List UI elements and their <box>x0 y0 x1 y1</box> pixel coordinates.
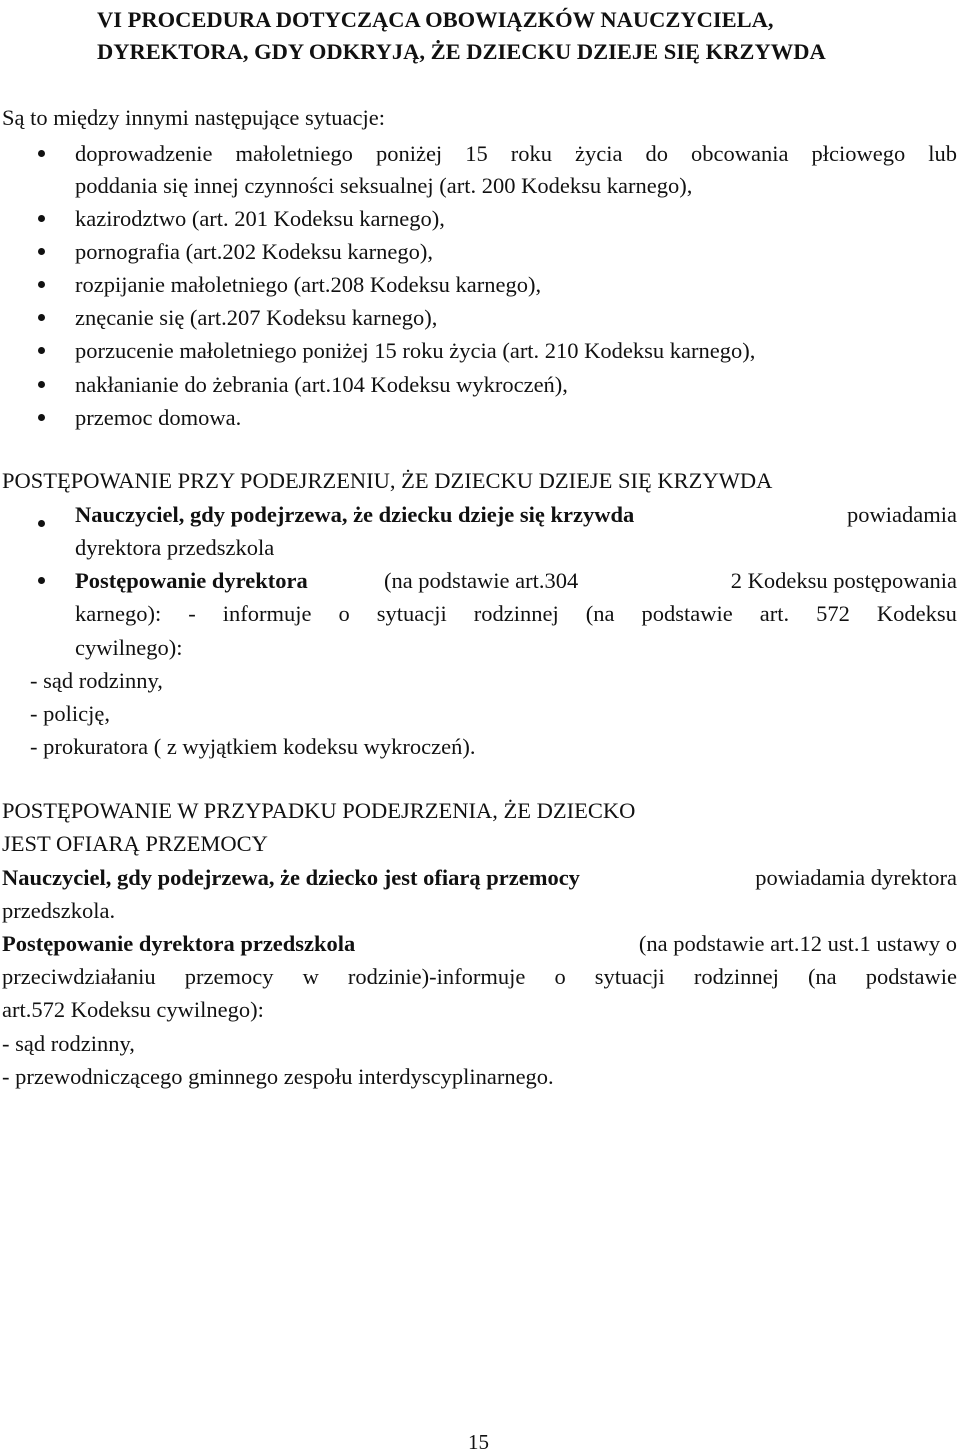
list-item: nakłanianie do żebrania (art.104 Kodeksu wykroczeń), <box>75 372 568 397</box>
word: 15 <box>465 141 488 166</box>
dash-item: - sąd rodzinny, <box>30 668 163 693</box>
paragraph-continuation: przedszkola. <box>2 898 116 923</box>
word: lub <box>928 141 957 166</box>
list-item-continuation: dyrektora przedszkola <box>75 535 275 560</box>
word: karnego): <box>75 601 162 626</box>
word: o <box>338 601 350 626</box>
section-heading: POSTĘPOWANIE PRZY PODEJRZENIU, ŻE DZIECKU DZIEJE SIĘ KRZYWDA <box>2 468 773 493</box>
word: roku <box>510 141 552 166</box>
list-item-continuation: poddania się innej czynności seksualnej (art. 200 Kodeksu karnego), <box>75 173 693 198</box>
list-item-bold-text: Postępowanie dyrektora <box>75 568 308 593</box>
page-title-line-2: DYREKTORA, GDY ODKRYJĄ, ŻE DZIECKU DZIEJE SIĘ KRZYWDA <box>97 39 826 64</box>
list-item <box>75 504 957 527</box>
word: życia <box>574 141 623 166</box>
dash-item: - sąd rodzinny, <box>2 1031 135 1056</box>
word: sytuacji <box>376 601 447 626</box>
paragraph-continuation <box>2 966 957 989</box>
list-item-text: powiadamia <box>847 502 957 527</box>
dash-item: - policję, <box>30 701 110 726</box>
word: Kodeksu <box>876 601 957 626</box>
bullet-icon <box>38 248 45 255</box>
word: obcowania <box>690 141 789 166</box>
word: (na <box>807 964 837 989</box>
bullet-icon <box>38 381 45 388</box>
paragraph-bold-text: Nauczyciel, gdy podejrzewa, że dziecko jest ofiarą przemocy <box>2 865 580 890</box>
paragraph-bold-text: Postępowanie dyrektora przedszkola <box>2 931 356 956</box>
paragraph-text: (na podstawie art.12 ust.1 ustawy o <box>638 931 957 956</box>
list-item-text: 2 Kodeksu postępowania <box>730 568 957 593</box>
bullet-icon <box>38 215 45 222</box>
list-item-bold-text: Nauczyciel, gdy podejrzewa, że dziecku dzieje się krzywda <box>75 502 635 527</box>
paragraph <box>2 933 957 956</box>
paragraph <box>2 867 957 890</box>
word: sytuacji <box>594 964 665 989</box>
word: rodzinnej <box>693 964 779 989</box>
bullet-icon <box>38 150 45 157</box>
word: art. <box>759 601 790 626</box>
word: do <box>645 141 668 166</box>
word: informuje <box>222 601 312 626</box>
bullet-icon <box>38 520 45 527</box>
section-heading-line-2: JEST OFIARĄ PRZEMOCY <box>2 831 268 856</box>
bullet-icon <box>38 281 45 288</box>
bullet-icon <box>38 347 45 354</box>
intro-text: Są to między innymi następujące sytuacje: <box>2 105 386 130</box>
page-title-line-1: VI PROCEDURA DOTYCZĄCA OBOWIĄZKÓW NAUCZYCIELA, <box>97 7 774 32</box>
paragraph-continuation: art.572 Kodeksu cywilnego): <box>2 997 264 1022</box>
word: o <box>554 964 566 989</box>
bullet-icon <box>38 577 45 584</box>
word: - <box>188 601 196 626</box>
word: przemocy <box>184 964 274 989</box>
word: podstawie <box>865 964 957 989</box>
word: małoletniego <box>235 141 353 166</box>
paragraph-text: powiadamia dyrektora <box>755 865 957 890</box>
list-item-text: (na podstawie art.304 <box>383 568 579 593</box>
word: płciowego <box>811 141 906 166</box>
list-item-continuation <box>75 603 957 626</box>
bullet-icon <box>38 314 45 321</box>
list-item: kazirodztwo (art. 201 Kodeksu karnego), <box>75 206 445 231</box>
word: przeciwdziałaniu <box>2 964 156 989</box>
word: 572 <box>816 601 850 626</box>
dash-item: - prokuratora ( z wyjątkiem kodeksu wykroczeń). <box>30 734 476 759</box>
word: doprowadzenie <box>75 141 213 166</box>
list-item <box>75 143 957 166</box>
word: podstawie <box>641 601 733 626</box>
word: rodzinnej <box>473 601 559 626</box>
dash-item: - przewodniczącego gminnego zespołu interdyscyplinarnego. <box>2 1064 554 1089</box>
bullet-icon <box>38 414 45 421</box>
list-item: porzucenie małoletniego poniżej 15 roku życia (art. 210 Kodeksu karnego), <box>75 338 756 363</box>
list-item <box>75 570 957 593</box>
list-item-continuation: cywilnego): <box>75 635 183 660</box>
section-heading-line-1: POSTĘPOWANIE W PRZYPADKU PODEJRZENIA, ŻE DZIECKO <box>2 798 636 823</box>
list-item: znęcanie się (art.207 Kodeksu karnego), <box>75 305 438 330</box>
word: w <box>302 964 319 989</box>
list-item: rozpijanie małoletniego (art.208 Kodeksu karnego), <box>75 272 542 297</box>
word: (na <box>585 601 615 626</box>
word: rodzinie)-informuje <box>347 964 526 989</box>
list-item: przemoc domowa. <box>75 405 242 430</box>
list-item: pornografia (art.202 Kodeksu karnego), <box>75 239 434 264</box>
page-number: 15 <box>468 1430 489 1454</box>
word: poniżej <box>375 141 443 166</box>
